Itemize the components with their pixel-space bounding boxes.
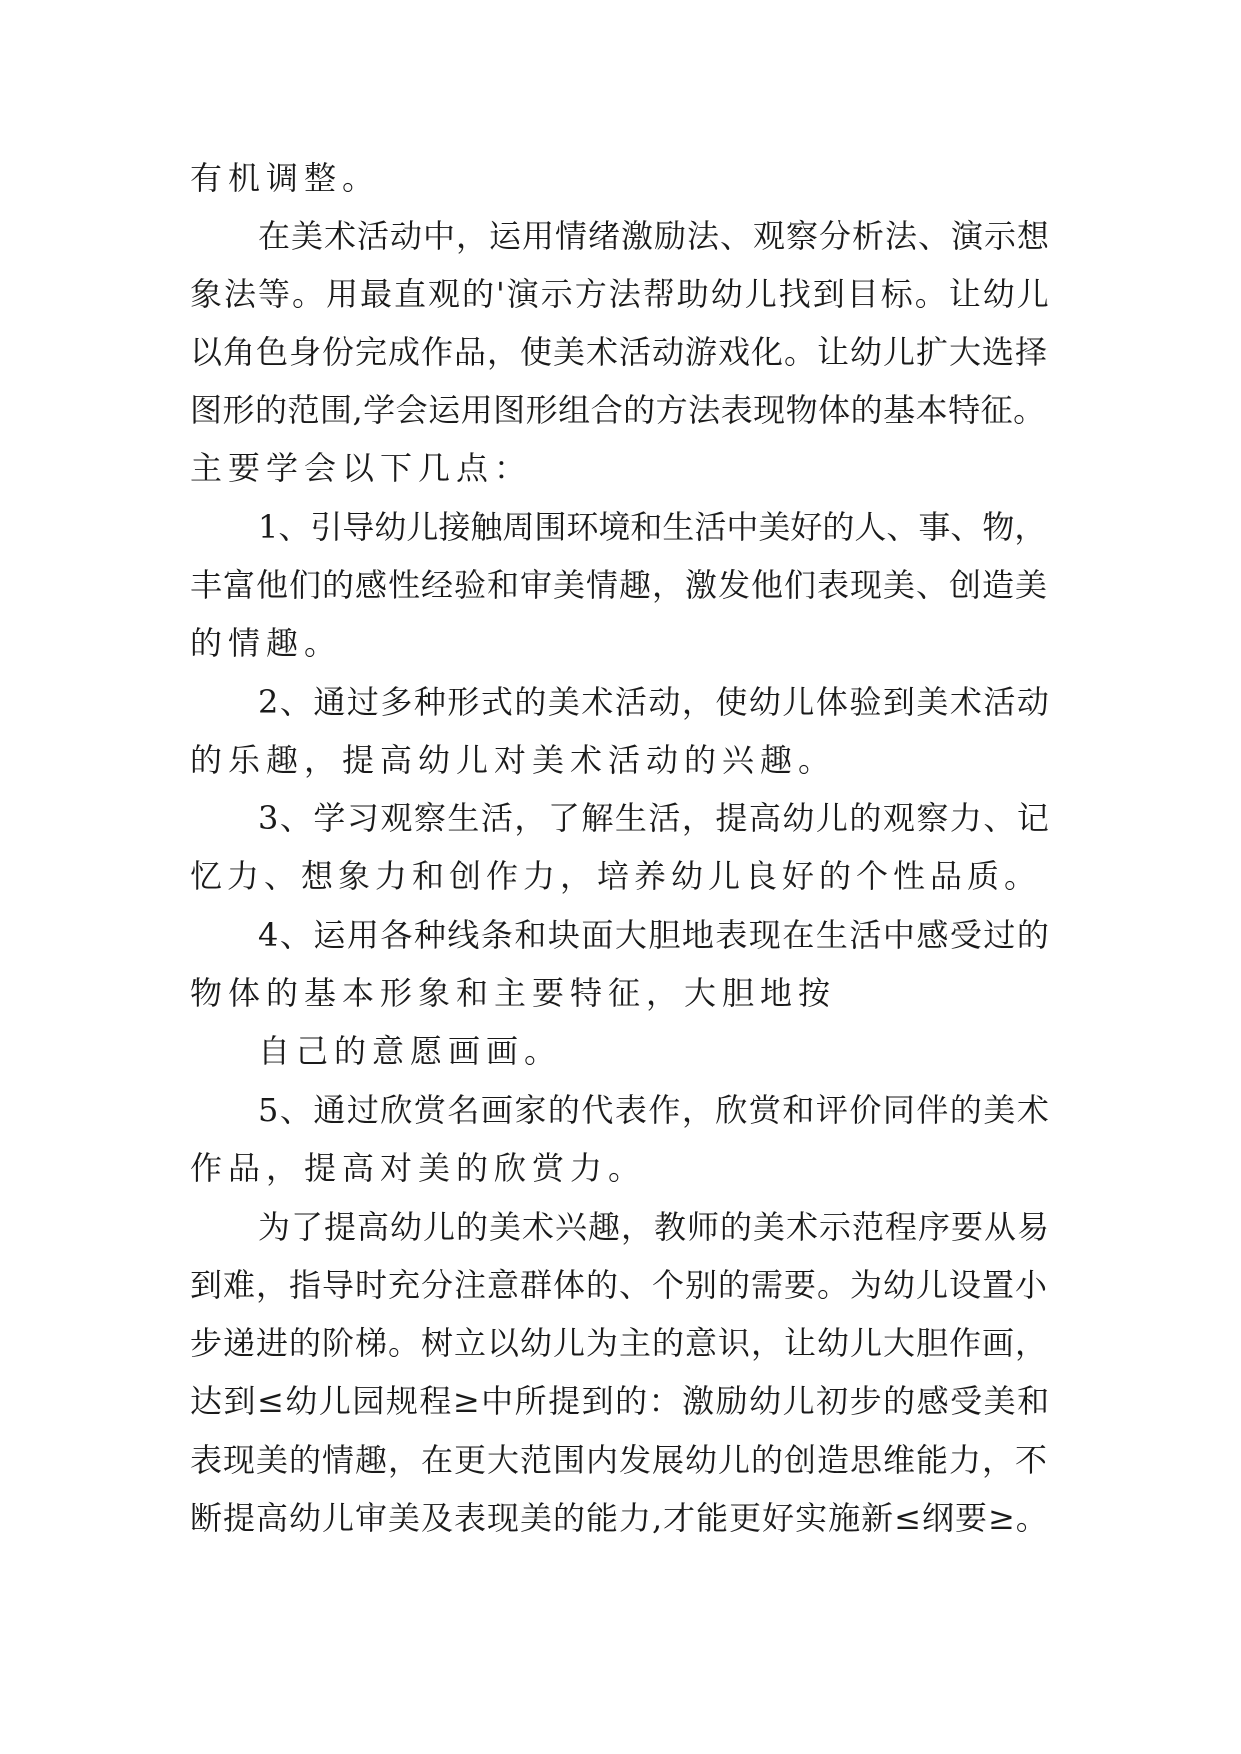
list-item-first-line: 2、通过多种形式的美术活动，使幼儿体验到美术活动 [258, 683, 1051, 721]
text-line: 丰富他们的感性经验和审美情趣，激发他们表现美、创造美 [190, 566, 1049, 604]
text-line: 象法等。用最直观的'演示方法帮助幼儿找到目标。让幼儿 [190, 275, 1051, 313]
text-line: 的乐趣，提高幼儿对美术活动的兴趣。 [190, 741, 837, 779]
text-line: 表现美的情趣，在更大范围内发展幼儿的创造思维能力，不 [190, 1441, 1049, 1479]
text-line: 断提高幼儿审美及表现美的能力,才能更好实施新≤纲要≥。 [190, 1499, 1049, 1537]
list-item-first-line: 3、学习观察生活，了解生活，提高幼儿的观察力、记 [258, 799, 1051, 837]
text-line: 以角色身份完成作品，使美术活动游戏化。让幼儿扩大选择 [190, 333, 1049, 371]
text-line: 自己的意愿画画。 [258, 1032, 563, 1070]
list-item-first-line: 1、引导幼儿接触周围环境和生活中美好的人、事、物， [258, 508, 1047, 546]
text-line: 达到≤幼儿园规程≥中所提到的：激励幼儿初步的感受美和 [190, 1382, 1051, 1420]
list-item-first-line: 4、运用各种线条和块面大胆地表现在生活中感受过的 [258, 916, 1051, 954]
list-item-first-line: 5、通过欣赏名画家的代表作，欣赏和评价同伴的美术 [258, 1091, 1051, 1129]
text-line: 主要学会以下几点： [190, 449, 533, 487]
paragraph-first-line: 为了提高幼儿的美术兴趣，教师的美术示范程序要从易 [258, 1208, 1051, 1246]
text-line: 有机调整。 [190, 159, 381, 197]
text-line: 作品，提高对美的欣赏力。 [190, 1149, 647, 1187]
text-line: 图形的范围,学会运用图形组合的方法表现物体的基本特征。 [190, 391, 1046, 429]
text-line: 到难，指导时充分注意群体的、个别的需要。为幼儿设置小 [190, 1266, 1049, 1304]
text-line: 步递进的阶梯。树立以幼儿为主的意识，让幼儿大胆作画， [190, 1324, 1049, 1362]
text-line: 的情趣。 [190, 624, 343, 662]
text-line: 物体的基本形象和主要特征，大胆地按 [190, 974, 837, 1012]
text-line: 忆力、想象力和创作力，培养幼儿良好的个性品质。 [190, 857, 1042, 895]
paragraph-first-line: 在美术活动中，运用情绪激励法、观察分析法、演示想 [258, 217, 1051, 255]
